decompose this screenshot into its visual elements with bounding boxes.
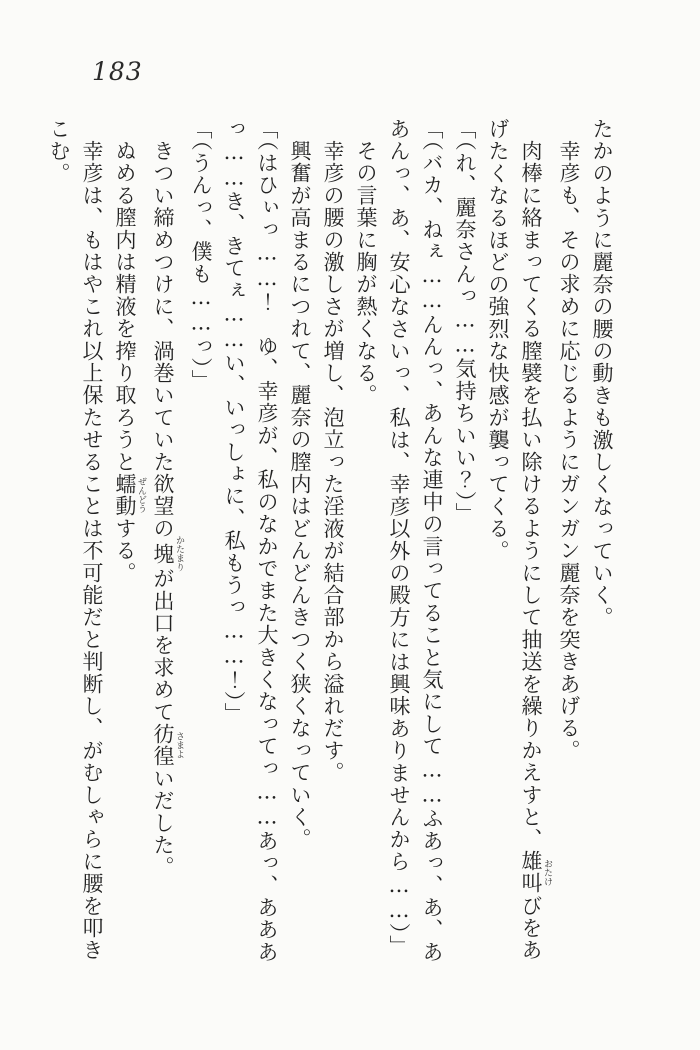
ruby-annotated-word: 蠕動 ぜんどう xyxy=(113,473,146,518)
ruby-annotated-word: 彷徨 さまよ xyxy=(151,723,184,768)
text-column: 興奮が高まるにつれて、麗奈の膣内はどんどんきつく狭くなっていく。 xyxy=(288,140,312,851)
body-text xyxy=(47,118,618,976)
text-column: その言葉に胸が熱くなる。 xyxy=(354,140,378,407)
ruby-annotated-word: 雄叫 おたけ xyxy=(519,850,552,895)
text-column: 「（バカ、ねぇ……んんっ、あんな連中の言ってること気にして……ふあっ、あ、あ xyxy=(420,118,444,964)
text-column: ぬめる膣内は精液を搾り取ろうと蠕動 ぜんどうする。 xyxy=(113,140,146,585)
text-column: きつい締めつけに、渦巻いていた欲望の塊 かたまりが出口を求めて彷徨 さまよいだした。 xyxy=(151,140,184,879)
text-column: あんっ、あ、安心なさいっ、私は、幸彦以外の殿方には興味ありませんから……）」 xyxy=(387,118,411,958)
ruby-annotated-word: 塊 かたまり xyxy=(151,535,184,572)
text-column: 「（はひぃっ……！ ゆ、幸彦が、私のなかでまた大きくなってっ……あっ、あああ xyxy=(255,118,279,964)
text-column: たかのように麗奈の腰の動きも激しくなっていく。 xyxy=(590,118,614,629)
text-column: 幸彦の腰の激しさが増し、泡立った淫液が結合部から溢れだす。 xyxy=(321,140,345,784)
text-column: 「（うんっ、僕も……っ）」 xyxy=(189,118,213,392)
text-column: 「（れ、麗奈さんっ……気持ちいい？）」 xyxy=(453,118,477,525)
page-number: 183 xyxy=(92,57,143,86)
text-column: こむ。 xyxy=(47,118,71,185)
text-column: っ……き、きてぇ……い、いっしょに、私もうっ……！）」 xyxy=(222,118,246,725)
text-column: 幸彦も、その求めに応じるようにガンガン麗奈を突きあげる。 xyxy=(557,140,581,762)
text-column: げたくなるほどの強烈な快感が襲ってくる。 xyxy=(486,118,510,562)
text-column: 幸彦は、もはやこれ以上保たせることは不可能だと判断し、がむしゃらに腰を叩き xyxy=(80,140,104,962)
text-column: 肉棒に絡まってくる膣襞を払い除けるようにして抽送を繰りかえすと、雄叫 おたけびをあ xyxy=(519,140,552,962)
